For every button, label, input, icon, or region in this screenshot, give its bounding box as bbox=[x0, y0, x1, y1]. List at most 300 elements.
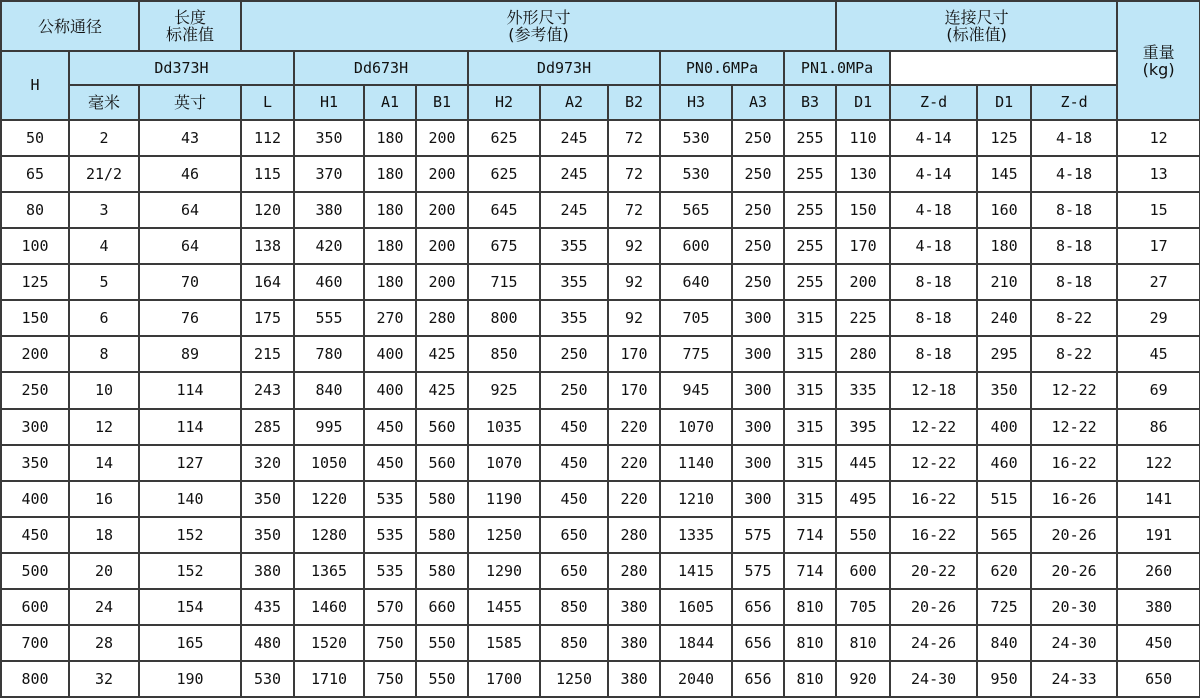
sub-col-b3: B3 bbox=[784, 85, 836, 120]
table-cell: 315 bbox=[784, 409, 836, 445]
table-cell: 650 bbox=[540, 517, 608, 553]
table-cell: 620 bbox=[977, 553, 1031, 589]
table-cell: 1190 bbox=[468, 481, 540, 517]
table-cell: 925 bbox=[468, 372, 540, 408]
table-row bbox=[1, 156, 1200, 192]
table-cell: 700 bbox=[1, 625, 69, 661]
table-cell: 800 bbox=[1, 661, 69, 697]
table-cell: 175 bbox=[241, 300, 294, 336]
sub-col-h2: H2 bbox=[468, 85, 540, 120]
table-cell: 215 bbox=[241, 336, 294, 372]
table-cell: 4 bbox=[69, 228, 139, 264]
table-cell: 4-14 bbox=[890, 120, 977, 156]
table-cell: 2 bbox=[69, 120, 139, 156]
table-cell: 180 bbox=[364, 192, 416, 228]
table-cell: 714 bbox=[784, 553, 836, 589]
table-cell: 4-18 bbox=[1031, 120, 1117, 156]
sub-col-b1: B1 bbox=[416, 85, 468, 120]
table-cell: 220 bbox=[608, 409, 660, 445]
table-cell: 4-18 bbox=[890, 192, 977, 228]
table-cell: 445 bbox=[836, 445, 890, 481]
table-cell: 12-22 bbox=[890, 409, 977, 445]
table-cell: 850 bbox=[468, 336, 540, 372]
table-cell: 191 bbox=[1117, 517, 1200, 553]
table-cell: 20-26 bbox=[890, 589, 977, 625]
table-cell: 24-30 bbox=[1031, 625, 1117, 661]
table-cell: 72 bbox=[608, 120, 660, 156]
table-cell: 280 bbox=[416, 300, 468, 336]
table-cell: 1455 bbox=[468, 589, 540, 625]
table-cell: 20-26 bbox=[1031, 553, 1117, 589]
table-row bbox=[1, 372, 1200, 408]
table-cell: 575 bbox=[732, 517, 784, 553]
table-cell: 72 bbox=[608, 192, 660, 228]
table-cell: 245 bbox=[540, 156, 608, 192]
table-cell: 160 bbox=[977, 192, 1031, 228]
table-cell: 20-26 bbox=[1031, 517, 1117, 553]
table-cell: 280 bbox=[608, 553, 660, 589]
table-cell: 1520 bbox=[294, 625, 364, 661]
table-cell: 92 bbox=[608, 300, 660, 336]
table-cell: 295 bbox=[977, 336, 1031, 372]
table-cell: 27 bbox=[1117, 264, 1200, 300]
table-cell: 150 bbox=[1, 300, 69, 336]
table-cell: 1220 bbox=[294, 481, 364, 517]
table-cell: 1710 bbox=[294, 661, 364, 697]
table-cell: 4-14 bbox=[890, 156, 977, 192]
table-cell: 300 bbox=[732, 445, 784, 481]
table-cell: 350 bbox=[294, 120, 364, 156]
table-cell: 1070 bbox=[468, 445, 540, 481]
table-cell: 164 bbox=[241, 264, 294, 300]
table-cell: 750 bbox=[364, 625, 416, 661]
table-cell: 180 bbox=[364, 120, 416, 156]
table-cell: 400 bbox=[364, 336, 416, 372]
sub-col-d1-pn10: D1 bbox=[977, 85, 1031, 120]
table-cell: 550 bbox=[416, 625, 468, 661]
table-cell: 495 bbox=[836, 481, 890, 517]
table-row bbox=[1, 264, 1200, 300]
table-cell: 1290 bbox=[468, 553, 540, 589]
table-cell: 355 bbox=[540, 300, 608, 336]
table-cell: 16-22 bbox=[890, 481, 977, 517]
table-cell: 69 bbox=[1117, 372, 1200, 408]
table-cell: 180 bbox=[364, 156, 416, 192]
table-cell: 8-18 bbox=[1031, 264, 1117, 300]
table-cell: 560 bbox=[416, 445, 468, 481]
table-cell: 250 bbox=[732, 228, 784, 264]
table-cell: 122 bbox=[1117, 445, 1200, 481]
sub-col-a1: A1 bbox=[364, 85, 416, 120]
table-cell: 16-26 bbox=[1031, 481, 1117, 517]
table-cell: 243 bbox=[241, 372, 294, 408]
table-cell: 450 bbox=[540, 409, 608, 445]
table-cell: 200 bbox=[416, 120, 468, 156]
table-cell: 1210 bbox=[660, 481, 732, 517]
table-cell: 850 bbox=[540, 625, 608, 661]
table-cell: 8-18 bbox=[890, 336, 977, 372]
table-cell: 255 bbox=[784, 156, 836, 192]
table-cell: 255 bbox=[784, 120, 836, 156]
sub-col-zd-pn06: Z-d bbox=[890, 85, 977, 120]
table-cell: 1035 bbox=[468, 409, 540, 445]
inch-header: 英寸 bbox=[139, 85, 241, 120]
table-cell: 141 bbox=[1117, 481, 1200, 517]
table-row bbox=[1, 228, 1200, 264]
table-cell: 12-18 bbox=[890, 372, 977, 408]
table-cell: 16-22 bbox=[890, 517, 977, 553]
table-cell: 270 bbox=[364, 300, 416, 336]
table-cell: 530 bbox=[660, 156, 732, 192]
table-cell: 350 bbox=[977, 372, 1031, 408]
table-cell: 200 bbox=[1, 336, 69, 372]
table-cell: 20-30 bbox=[1031, 589, 1117, 625]
table-cell: 395 bbox=[836, 409, 890, 445]
weight-header-line2: (kg) bbox=[1142, 59, 1175, 79]
table-cell: 120 bbox=[241, 192, 294, 228]
table-row bbox=[1, 625, 1200, 661]
table-cell: 425 bbox=[416, 372, 468, 408]
table-cell: 530 bbox=[660, 120, 732, 156]
table-cell: 535 bbox=[364, 517, 416, 553]
table-cell: 250 bbox=[732, 264, 784, 300]
sub-col-a3: A3 bbox=[732, 85, 784, 120]
table-cell: 656 bbox=[732, 661, 784, 697]
table-cell: 1070 bbox=[660, 409, 732, 445]
table-cell: 5 bbox=[69, 264, 139, 300]
table-row bbox=[1, 120, 1200, 156]
pn06-header: PN0.6MPa bbox=[660, 51, 784, 85]
table-cell: 152 bbox=[139, 553, 241, 589]
table-cell: 20-22 bbox=[890, 553, 977, 589]
table-cell: 46 bbox=[139, 156, 241, 192]
table-cell: 450 bbox=[1, 517, 69, 553]
table-cell: 4-18 bbox=[890, 228, 977, 264]
table-cell: 250 bbox=[540, 336, 608, 372]
table-cell: 1605 bbox=[660, 589, 732, 625]
length-header bbox=[139, 1, 241, 51]
table-cell: 1844 bbox=[660, 625, 732, 661]
table-cell: 130 bbox=[836, 156, 890, 192]
table-cell: 127 bbox=[139, 445, 241, 481]
length-header-line1: 长度 bbox=[174, 8, 207, 27]
table-cell: 12 bbox=[69, 409, 139, 445]
table-cell: 355 bbox=[540, 228, 608, 264]
table-cell: 24-33 bbox=[1031, 661, 1117, 697]
outline-header-line2: (参考值) bbox=[508, 25, 569, 44]
table-cell: 425 bbox=[416, 336, 468, 372]
table-cell: 145 bbox=[977, 156, 1031, 192]
table-cell: 600 bbox=[836, 553, 890, 589]
table-cell: 200 bbox=[416, 156, 468, 192]
weight-header-line1: 重量 bbox=[1142, 42, 1175, 62]
table-cell: 112 bbox=[241, 120, 294, 156]
table-cell: 8-22 bbox=[1031, 336, 1117, 372]
table-cell: 950 bbox=[977, 661, 1031, 697]
model-dd373h-header: Dd373H bbox=[69, 51, 294, 85]
table-cell: 705 bbox=[836, 589, 890, 625]
table-cell: 570 bbox=[364, 589, 416, 625]
table-cell: 8 bbox=[69, 336, 139, 372]
table-cell: 250 bbox=[540, 372, 608, 408]
table-cell: 29 bbox=[1117, 300, 1200, 336]
table-cell: 8-18 bbox=[1031, 192, 1117, 228]
outline-header-line1: 外形尺寸 bbox=[506, 8, 571, 27]
table-cell: 20 bbox=[69, 553, 139, 589]
table-cell: 370 bbox=[294, 156, 364, 192]
table-cell: 650 bbox=[540, 553, 608, 589]
table-body bbox=[1, 120, 1200, 697]
table-cell: 675 bbox=[468, 228, 540, 264]
table-cell: 245 bbox=[540, 120, 608, 156]
table-cell: 515 bbox=[977, 481, 1031, 517]
table-cell: 550 bbox=[416, 661, 468, 697]
table-cell: 450 bbox=[364, 409, 416, 445]
table-cell: 1335 bbox=[660, 517, 732, 553]
table-cell: 810 bbox=[784, 589, 836, 625]
table-cell: 240 bbox=[977, 300, 1031, 336]
table-cell: 1280 bbox=[294, 517, 364, 553]
connection-dimensions-header bbox=[836, 1, 1117, 51]
table-cell: 460 bbox=[294, 264, 364, 300]
table-row bbox=[1, 336, 1200, 372]
pn10-header: PN1.0MPa bbox=[784, 51, 890, 85]
sub-col-h1: H1 bbox=[294, 85, 364, 120]
table-cell: 300 bbox=[1, 409, 69, 445]
table-cell: 714 bbox=[784, 517, 836, 553]
table-cell: 24-26 bbox=[890, 625, 977, 661]
table-cell: 420 bbox=[294, 228, 364, 264]
table-row bbox=[1, 192, 1200, 228]
table-cell: 92 bbox=[608, 228, 660, 264]
table-cell: 13 bbox=[1117, 156, 1200, 192]
table-row bbox=[1, 517, 1200, 553]
table-cell: 450 bbox=[540, 445, 608, 481]
sub-col-h3: H3 bbox=[660, 85, 732, 120]
table-cell: 125 bbox=[977, 120, 1031, 156]
table-cell: 300 bbox=[732, 300, 784, 336]
table-cell: 450 bbox=[1117, 625, 1200, 661]
connection-header-line1: 连接尺寸 bbox=[944, 8, 1009, 27]
table-cell: 530 bbox=[241, 661, 294, 697]
table-cell: 450 bbox=[364, 445, 416, 481]
table-cell: 355 bbox=[540, 264, 608, 300]
table-cell: 380 bbox=[608, 625, 660, 661]
table-cell: 10 bbox=[69, 372, 139, 408]
table-cell: 250 bbox=[732, 192, 784, 228]
table-cell: 400 bbox=[1, 481, 69, 517]
table-cell: 300 bbox=[732, 409, 784, 445]
table-cell: 220 bbox=[608, 445, 660, 481]
table-cell: 315 bbox=[784, 336, 836, 372]
table-cell: 945 bbox=[660, 372, 732, 408]
table-cell: 28 bbox=[69, 625, 139, 661]
table-row bbox=[1, 409, 1200, 445]
table-cell: 140 bbox=[139, 481, 241, 517]
model-dd973h-header: Dd973H bbox=[468, 51, 660, 85]
table-cell: 21/2 bbox=[69, 156, 139, 192]
table-cell: 4-18 bbox=[1031, 156, 1117, 192]
table-cell: 64 bbox=[139, 192, 241, 228]
table-cell: 1700 bbox=[468, 661, 540, 697]
table-cell: 920 bbox=[836, 661, 890, 697]
table-cell: 250 bbox=[1, 372, 69, 408]
table-cell: 650 bbox=[1117, 661, 1200, 697]
table-cell: 12 bbox=[1117, 120, 1200, 156]
table-cell: 315 bbox=[784, 445, 836, 481]
table-cell: 115 bbox=[241, 156, 294, 192]
table-cell: 200 bbox=[416, 192, 468, 228]
table-cell: 315 bbox=[784, 300, 836, 336]
table-cell: 89 bbox=[139, 336, 241, 372]
outline-dimensions-header bbox=[241, 1, 836, 51]
table-cell: 380 bbox=[1117, 589, 1200, 625]
sub-col-b2: B2 bbox=[608, 85, 660, 120]
table-cell: 45 bbox=[1117, 336, 1200, 372]
table-cell: 170 bbox=[608, 372, 660, 408]
table-cell: 335 bbox=[836, 372, 890, 408]
table-cell: 12-22 bbox=[890, 445, 977, 481]
table-cell: 300 bbox=[732, 372, 784, 408]
table-cell: 72 bbox=[608, 156, 660, 192]
table-cell: 810 bbox=[836, 625, 890, 661]
table-cell: 255 bbox=[784, 192, 836, 228]
table-cell: 1365 bbox=[294, 553, 364, 589]
table-cell: 1460 bbox=[294, 589, 364, 625]
table-cell: 245 bbox=[540, 192, 608, 228]
table-cell: 17 bbox=[1117, 228, 1200, 264]
table-cell: 535 bbox=[364, 553, 416, 589]
table-cell: 840 bbox=[294, 372, 364, 408]
table-cell: 810 bbox=[784, 625, 836, 661]
table-cell: 225 bbox=[836, 300, 890, 336]
table-cell: 64 bbox=[139, 228, 241, 264]
table-cell: 560 bbox=[416, 409, 468, 445]
table-cell: 656 bbox=[732, 625, 784, 661]
weight-header bbox=[1117, 1, 1200, 120]
table-cell: 12-22 bbox=[1031, 372, 1117, 408]
table-cell: 180 bbox=[977, 228, 1031, 264]
l-header: L bbox=[241, 85, 294, 120]
table-cell: 645 bbox=[468, 192, 540, 228]
table-cell: 500 bbox=[1, 553, 69, 589]
table-cell: 255 bbox=[784, 264, 836, 300]
table-cell: 800 bbox=[468, 300, 540, 336]
table-cell: 535 bbox=[364, 481, 416, 517]
table-cell: 1250 bbox=[540, 661, 608, 697]
table-cell: 114 bbox=[139, 409, 241, 445]
table-cell: 840 bbox=[977, 625, 1031, 661]
table-cell: 565 bbox=[660, 192, 732, 228]
table-cell: 580 bbox=[416, 481, 468, 517]
table-cell: 750 bbox=[364, 661, 416, 697]
table-cell: 138 bbox=[241, 228, 294, 264]
table-cell: 170 bbox=[836, 228, 890, 264]
table-cell: 16 bbox=[69, 481, 139, 517]
table-cell: 220 bbox=[608, 481, 660, 517]
table-cell: 154 bbox=[139, 589, 241, 625]
table-cell: 1415 bbox=[660, 553, 732, 589]
table-cell: 725 bbox=[977, 589, 1031, 625]
table-cell: 24-30 bbox=[890, 661, 977, 697]
table-row bbox=[1, 481, 1200, 517]
mm-header: 毫米 bbox=[69, 85, 139, 120]
table-cell: 810 bbox=[784, 661, 836, 697]
table-cell: 100 bbox=[1, 228, 69, 264]
table-cell: 565 bbox=[977, 517, 1031, 553]
table-cell: 150 bbox=[836, 192, 890, 228]
table-cell: 300 bbox=[732, 481, 784, 517]
table-cell: 1140 bbox=[660, 445, 732, 481]
table-cell: 350 bbox=[1, 445, 69, 481]
table-cell: 65 bbox=[1, 156, 69, 192]
table-cell: 320 bbox=[241, 445, 294, 481]
table-cell: 580 bbox=[416, 553, 468, 589]
table-cell: 280 bbox=[836, 336, 890, 372]
table-cell: 380 bbox=[241, 553, 294, 589]
table-cell: 450 bbox=[540, 481, 608, 517]
table-cell: 210 bbox=[977, 264, 1031, 300]
table-row bbox=[1, 445, 1200, 481]
table-cell: 435 bbox=[241, 589, 294, 625]
table-cell: 170 bbox=[608, 336, 660, 372]
table-cell: 380 bbox=[608, 589, 660, 625]
sub-col-d1-pn06: D1 bbox=[836, 85, 890, 120]
table-cell: 380 bbox=[294, 192, 364, 228]
table-cell: 70 bbox=[139, 264, 241, 300]
table-cell: 250 bbox=[732, 120, 784, 156]
table-cell: 315 bbox=[784, 481, 836, 517]
table-cell: 180 bbox=[364, 228, 416, 264]
table-cell: 580 bbox=[416, 517, 468, 553]
table-cell: 110 bbox=[836, 120, 890, 156]
table-cell: 1050 bbox=[294, 445, 364, 481]
table-cell: 600 bbox=[660, 228, 732, 264]
table-cell: 16-22 bbox=[1031, 445, 1117, 481]
table-cell: 705 bbox=[660, 300, 732, 336]
table-cell: 92 bbox=[608, 264, 660, 300]
table-cell: 640 bbox=[660, 264, 732, 300]
table-cell: 200 bbox=[416, 264, 468, 300]
table-cell: 1250 bbox=[468, 517, 540, 553]
table-cell: 24 bbox=[69, 589, 139, 625]
table-cell: 380 bbox=[608, 661, 660, 697]
table-cell: 114 bbox=[139, 372, 241, 408]
table-cell: 8-18 bbox=[890, 300, 977, 336]
table-cell: 6 bbox=[69, 300, 139, 336]
table-header bbox=[1, 1, 1200, 120]
table-row bbox=[1, 589, 1200, 625]
table-cell: 480 bbox=[241, 625, 294, 661]
table-row bbox=[1, 300, 1200, 336]
table-cell: 80 bbox=[1, 192, 69, 228]
table-cell: 780 bbox=[294, 336, 364, 372]
table-cell: 660 bbox=[416, 589, 468, 625]
table-cell: 550 bbox=[836, 517, 890, 553]
table-cell: 32 bbox=[69, 661, 139, 697]
table-cell: 200 bbox=[836, 264, 890, 300]
table-cell: 86 bbox=[1117, 409, 1200, 445]
table-cell: 715 bbox=[468, 264, 540, 300]
table-cell: 656 bbox=[732, 589, 784, 625]
table-cell: 555 bbox=[294, 300, 364, 336]
table-cell: 15 bbox=[1117, 192, 1200, 228]
length-header-line2: 标准值 bbox=[166, 25, 215, 44]
table-cell: 200 bbox=[416, 228, 468, 264]
table-cell: 50 bbox=[1, 120, 69, 156]
table-cell: 1585 bbox=[468, 625, 540, 661]
table-cell: 14 bbox=[69, 445, 139, 481]
